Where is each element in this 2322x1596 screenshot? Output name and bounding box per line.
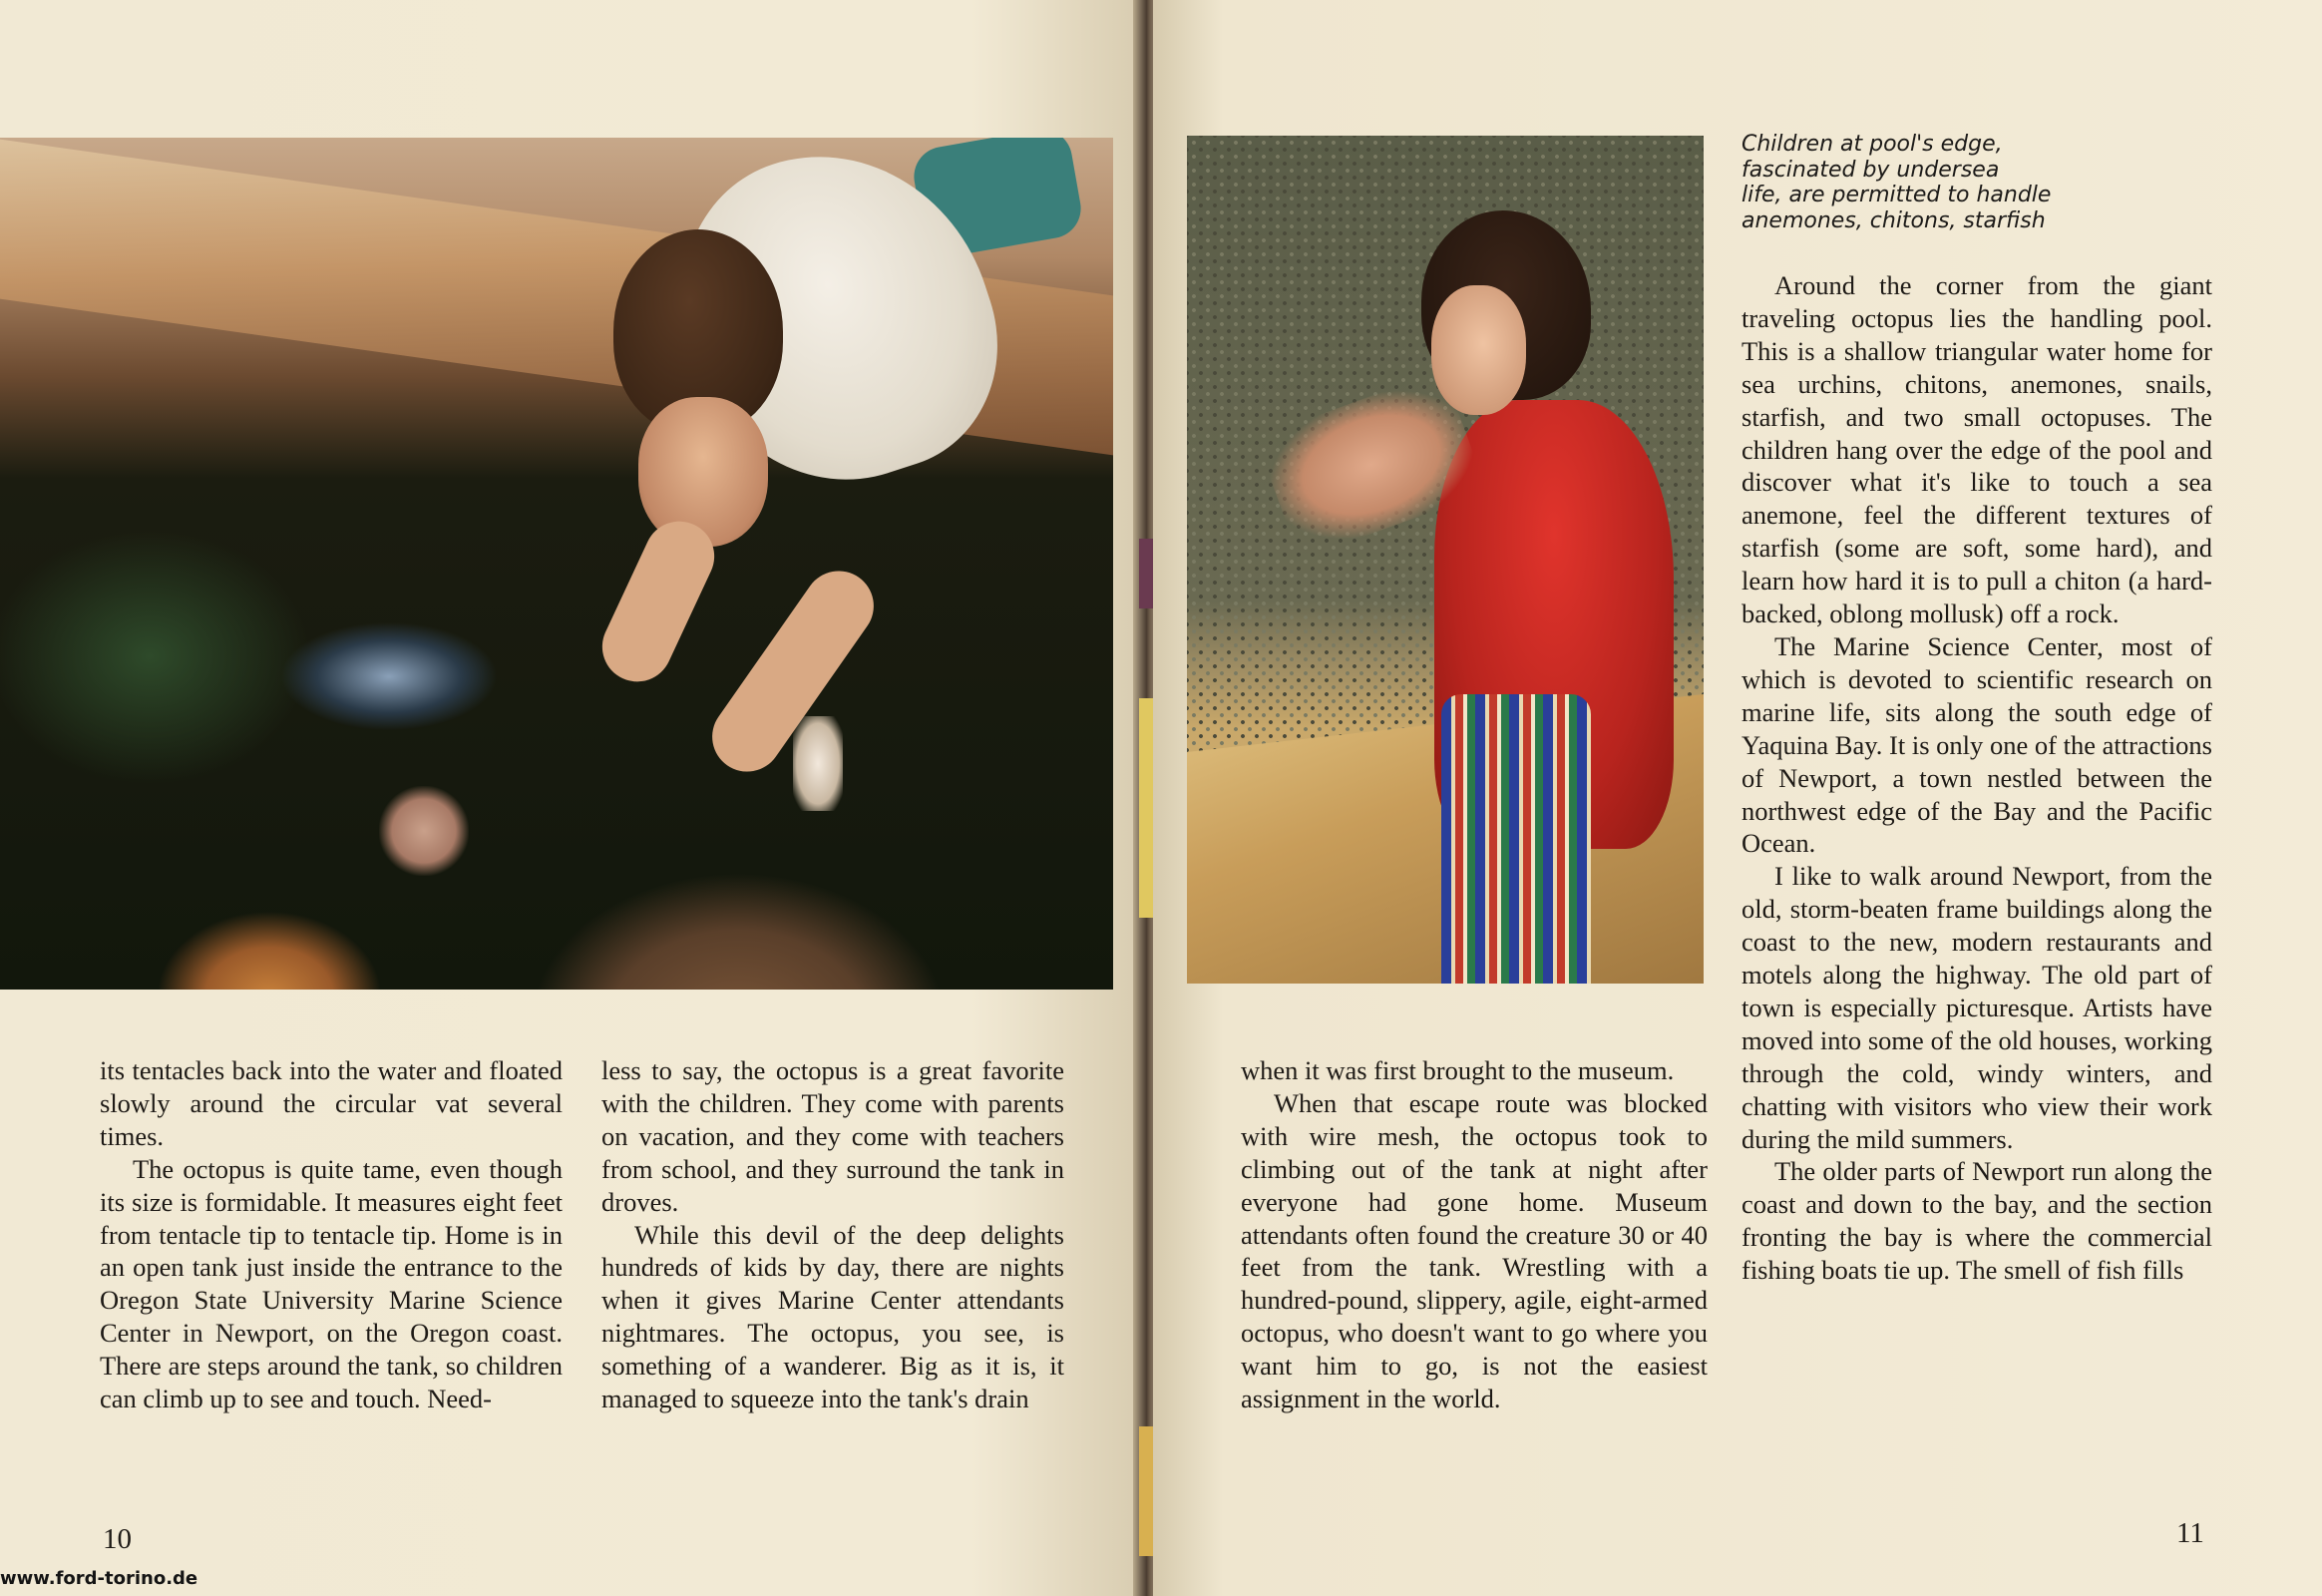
paragraph: While this devil of the deep delights hundreds of kids by day, there are nights when it gives Marine Center attendants nightmares. The octopus, you see, is something of a wanderer. Big as it is, it managed to squeeze into the tank's drain [601, 1219, 1064, 1414]
photo-girl-holding-starfish [1187, 136, 1704, 984]
girl-striped-pants [1441, 694, 1591, 984]
starfish [379, 786, 469, 876]
caption-line: fascinated by undersea [1742, 157, 2000, 183]
paragraph: I like to walk around Newport, from the old, storm-beaten frame buildings along the coast to the new, modern restaurants and motels along the highway. The old part of town is especially picturesque. Artists have moved into some of the old houses, working through the cold, windy winters, and chatting with visitors who view their work during the mild summers. [1742, 861, 2212, 1154]
paragraph: The Marine Science Center, most of which is devoted to scientific research on marine life, sits along the south edge of Yaquina Bay. It is only one of the attractions of Newport, a town nestled between the northwest edge of the Bay and the Pacific Ocean. [1742, 630, 2212, 859]
paragraph: less to say, the octopus is a great favorite with the children. They come with parents on vacation, and they come with teachers from school, and they surround the tank in droves. [601, 1055, 1064, 1217]
text-column-4 [1742, 269, 2212, 1287]
text-column-1 [100, 1054, 563, 1415]
paragraph: The older parts of Newport run along the coast and down to the bay, and the section fronting the bay is where the commercial fishing boats tie up. The smell of fish fills [1742, 1156, 2212, 1286]
caption-line: anemones, chitons, starfish [1742, 207, 2046, 233]
caption-line: Children at pool's edge, [1742, 132, 2003, 157]
text-column-3 [1241, 1054, 1708, 1415]
website-watermark: www.ford-torino.de [0, 1568, 198, 1589]
paragraph: when it was first brought to the museum. [1241, 1055, 1675, 1085]
page-number-left: 10 [103, 1523, 132, 1555]
child-arm-left [590, 510, 725, 693]
caption-line: life, are permitted to handle [1742, 183, 2052, 207]
sea-shell [793, 716, 843, 811]
paragraph: When that escape route was blocked with wire mesh, the octopus took to climbing out of the tank at night after everyone had gone home. Museum attendants often found the creature 30 or 40 feet from the tank. Wrestling with a hundred-pound, slippery, agile, eight-armed octopus, who doesn't want to go where you want him to go, is not the easiest assignment in the world. [1241, 1087, 1708, 1414]
child-face [638, 397, 768, 547]
photo-caption [1742, 132, 2140, 233]
paragraph: Around the corner from the giant traveling octopus lies the handling pool. This is a shallow triangular water home for sea urchins, chitons, anemones, snails, starfish, and two small octopuses. The children hang over the edge of the pool and discover what it's like to touch a sea anemone, feel the different textures of starfish (some are soft, some hard), and learn how hard it is to pull a chiton (a hard-backed, oblong mollusk) off a rock. [1742, 270, 2212, 629]
paragraph: its tentacles back into the water and floated slowly around the circular vat several times. [100, 1055, 563, 1151]
text-column-2 [601, 1054, 1064, 1415]
photo-child-at-octopus-tank [0, 138, 1113, 990]
paragraph: The octopus is quite tame, even though its size is formidable. It measures eight feet from tentacle tip to tentacle tip. Home is in an open tank just inside the entrance to the Oregon State University Marine Science Center in Newport, on the Oregon coast. There are steps around the tank, so children can climb up to see and touch. Need- [100, 1153, 563, 1414]
left-page [0, 0, 1143, 1596]
page-number-right: 11 [2176, 1517, 2204, 1549]
